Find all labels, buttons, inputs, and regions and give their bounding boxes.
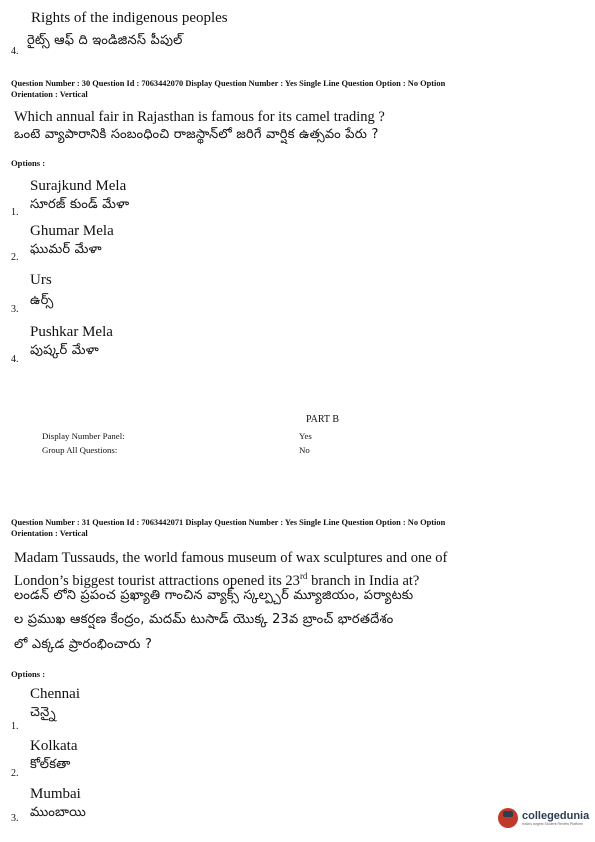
options-label: Options : <box>11 158 46 168</box>
option-number: 1. <box>11 207 19 218</box>
question-text-te: ఒంటె వ్యాపారానికి సంబంధించి రాజస్థాన్‌లో జరిగే వార్షిక ఉత్సవం పేరు ? <box>14 127 379 142</box>
question-text-te: ల ప్రముఖ ఆకర్షణ కేంద్రం, మదమ్ టుసాడ్ యొక్క 23వ బ్రాంచ్ భారతదేశం <box>14 612 394 627</box>
option-text-te: పుష్కర్ మేళా <box>30 343 99 358</box>
option-text-en: Urs <box>30 272 52 288</box>
panel-label: Display Number Panel: <box>42 431 125 441</box>
option-text-te: ముంబాయి <box>30 805 87 820</box>
question-text-te: లో ఎక్కడ ప్రారంభించారు ? <box>14 637 153 652</box>
question-text-en: Which annual fair in Rajasthan is famous for its camel trading ? <box>14 109 385 125</box>
option-text-en: Kolkata <box>30 738 78 754</box>
option-number: 3. <box>11 813 19 824</box>
option-number: 4. <box>11 46 19 57</box>
option-text-te: చెన్నై <box>30 705 56 720</box>
option-text-te: ఉర్స్ <box>30 293 54 308</box>
option-number: 3. <box>11 304 19 315</box>
option-text-te: సూరజ్ కుండ్ మేళా <box>30 197 130 212</box>
option-text-en: Chennai <box>30 686 80 702</box>
section-title: PART B <box>306 414 340 425</box>
question-meta: Question Number : 30 Question Id : 7063442070 Display Question Number : Yes Single Line Question Option : No Option Orientation : Vertical <box>11 79 446 99</box>
option-text-te: ఘుమర్ మేళా <box>30 242 102 257</box>
panel-value: Yes <box>299 431 312 441</box>
option-number: 4. <box>11 354 19 365</box>
option-text-en: Ghumar Mela <box>30 223 114 239</box>
panel-value: No <box>299 445 310 455</box>
option-text-en: Surajkund Mela <box>30 178 127 194</box>
question-text-te: లండన్ లోని ప్రపంచ ప్రఖ్యాతి గాంచిన వ్యాక్స్ స్కల్ప్చర్ మ్యూజియం, పర్యాటకు <box>14 588 414 603</box>
option-number: 1. <box>11 721 19 732</box>
question-meta: Question Number : 31 Question Id : 7063442071 Display Question Number : Yes Single Line Question Option : No Option Orientation : Vertical <box>11 518 446 538</box>
option-text-en: Mumbai <box>30 786 81 802</box>
option-number: 2. <box>11 768 19 779</box>
collegedunia-logo: collegedunia India's largest Student Review Platform <box>498 808 589 828</box>
option-text-te: కోల్‌కతా <box>30 757 71 772</box>
options-label: Options : <box>11 669 46 679</box>
panel-label: Group All Questions: <box>42 445 118 455</box>
option-text-en: Rights of the indigenous peoples <box>31 10 228 26</box>
question-text-en: Madam Tussauds, the world famous museum of wax sculptures and one of London’s biggest tourist attractions opened its 23rd branch in India at? <box>14 550 448 589</box>
option-number: 2. <box>11 252 19 263</box>
graduation-cap-icon <box>498 808 518 828</box>
option-text-te: రైట్స్ ఆఫ్ ది ఇండిజినస్ పీపుల్ <box>27 33 183 48</box>
option-text-en: Pushkar Mela <box>30 324 113 340</box>
